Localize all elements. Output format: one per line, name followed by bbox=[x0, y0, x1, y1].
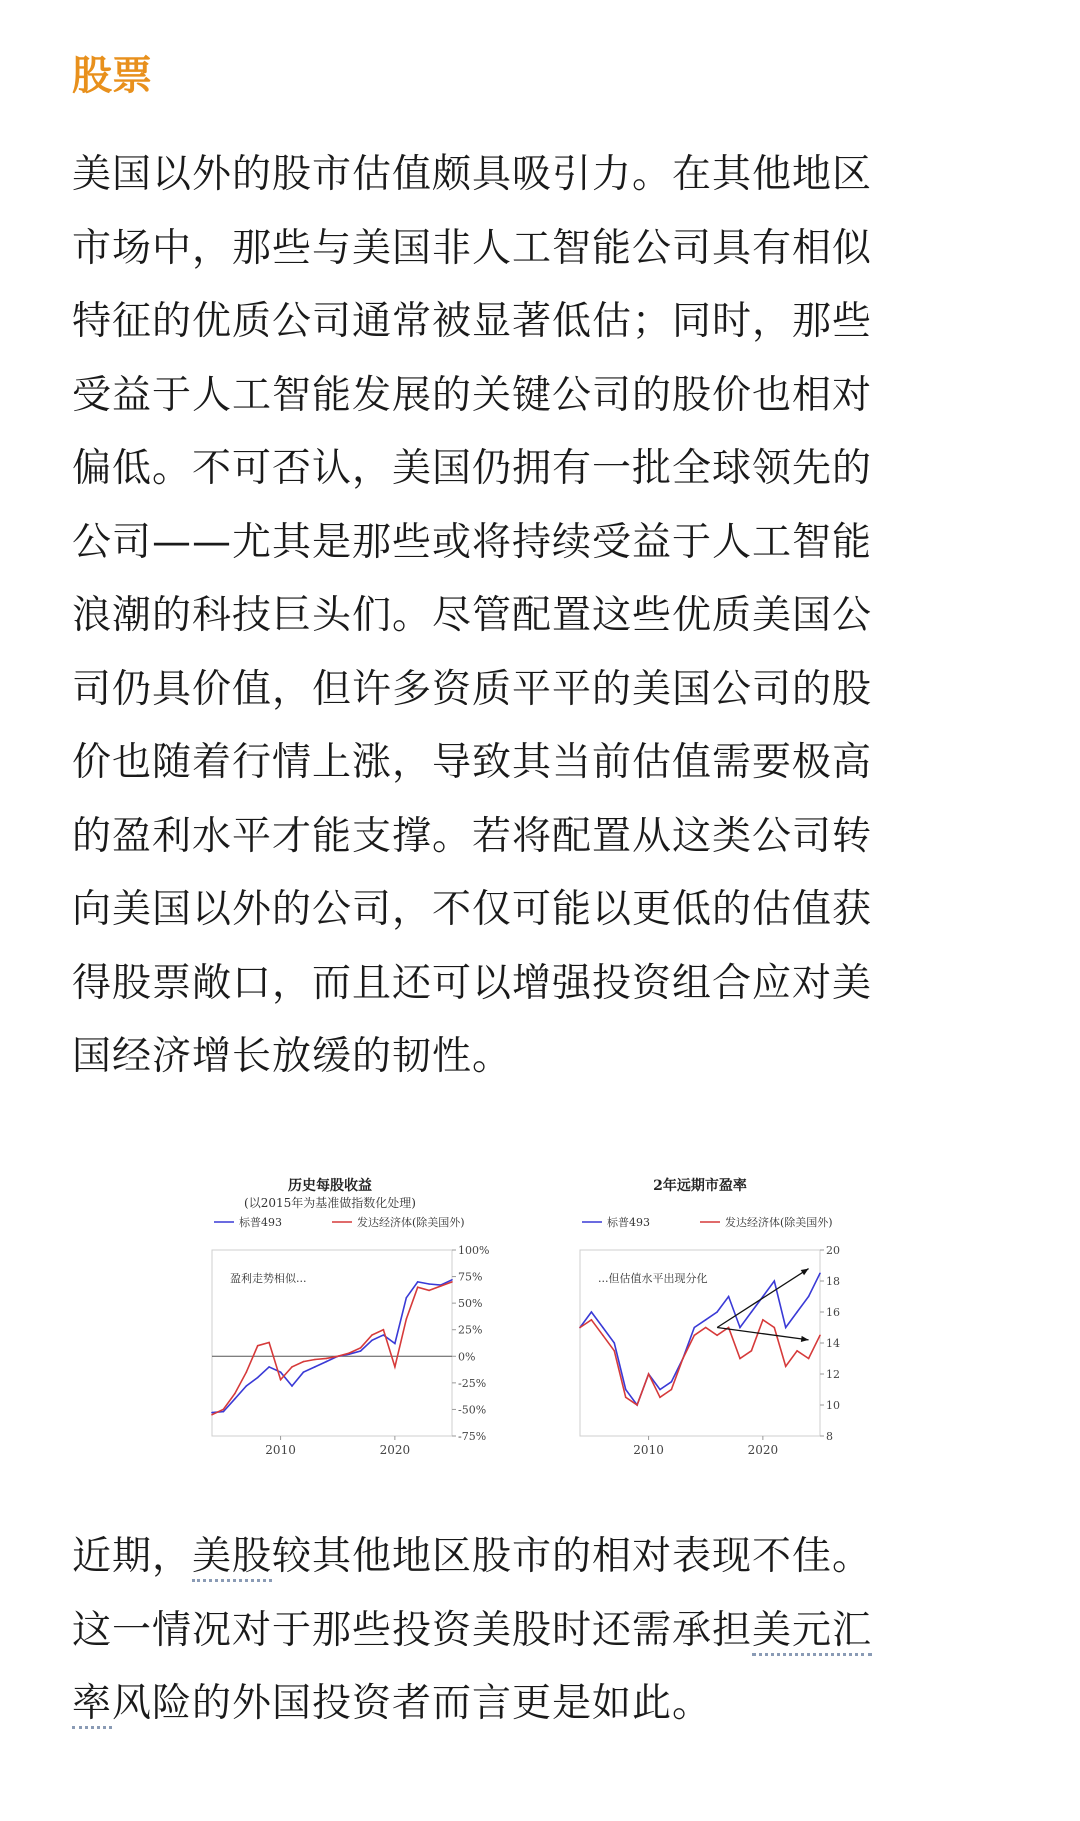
data-point bbox=[440, 1285, 442, 1287]
chart-title: 历史每股收益 bbox=[288, 1178, 372, 1194]
data-point bbox=[705, 1327, 707, 1329]
data-point bbox=[819, 1335, 821, 1337]
data-point bbox=[326, 1358, 328, 1360]
y-tick-label: 10 bbox=[826, 1399, 840, 1412]
data-point bbox=[774, 1327, 776, 1329]
y-tick-label: 100% bbox=[458, 1244, 490, 1257]
series-line bbox=[212, 1282, 452, 1415]
data-point bbox=[211, 1414, 213, 1416]
data-point bbox=[751, 1311, 753, 1313]
data-point bbox=[383, 1329, 385, 1331]
data-point bbox=[394, 1366, 396, 1368]
data-point bbox=[246, 1371, 248, 1373]
x-tick-label: 2020 bbox=[379, 1443, 411, 1457]
trend-arrow-head bbox=[801, 1269, 809, 1276]
data-point bbox=[739, 1358, 741, 1360]
paragraph-line: 得股票敞口，而且还可以增强投资组合应对美 bbox=[72, 960, 873, 1006]
data-point bbox=[211, 1412, 213, 1414]
data-point bbox=[348, 1352, 350, 1354]
data-point bbox=[671, 1381, 673, 1383]
data-point bbox=[716, 1311, 718, 1313]
data-point bbox=[602, 1335, 604, 1337]
legend-label: 标普493 bbox=[607, 1216, 650, 1229]
data-point bbox=[785, 1366, 787, 1368]
data-point bbox=[337, 1356, 339, 1358]
chart-annotation: 盈利走势相似... bbox=[230, 1272, 307, 1285]
data-point bbox=[785, 1327, 787, 1329]
data-point bbox=[303, 1361, 305, 1363]
data-point bbox=[223, 1409, 225, 1411]
series-line bbox=[580, 1273, 820, 1405]
data-point bbox=[682, 1358, 684, 1360]
paragraph-line bbox=[72, 1520, 972, 1594]
data-point bbox=[246, 1385, 248, 1387]
y-tick-label: 20 bbox=[826, 1244, 840, 1257]
x-tick-label: 2020 bbox=[747, 1443, 779, 1457]
data-point bbox=[819, 1273, 821, 1275]
x-tick-label: 2010 bbox=[265, 1443, 296, 1457]
data-point bbox=[268, 1366, 270, 1368]
data-point bbox=[428, 1283, 430, 1285]
data-point bbox=[728, 1296, 730, 1298]
text-span: 风险的外国投资者而言更是如此。 bbox=[112, 1681, 713, 1726]
y-tick-label: 0% bbox=[458, 1350, 476, 1364]
paragraph-line: 价也随着行情上涨，导致其当前估值需要极高 bbox=[72, 740, 873, 785]
data-point bbox=[326, 1361, 328, 1363]
data-point bbox=[591, 1311, 593, 1313]
chart-title: 2年远期市盈率 bbox=[653, 1178, 747, 1194]
y-tick-label: 16 bbox=[826, 1306, 840, 1319]
text-span: 这一情况对于那些投资美股时还需承担 bbox=[72, 1607, 753, 1653]
data-point bbox=[394, 1343, 396, 1345]
paragraph-line: 偏低。不可否认，美国仍拥有一批全球领先的 bbox=[72, 446, 873, 491]
y-tick-label: -50% bbox=[458, 1403, 487, 1417]
data-point bbox=[614, 1342, 616, 1344]
y-tick-label: -25% bbox=[458, 1376, 487, 1390]
legend-label: 发达经济体(除美国外) bbox=[357, 1216, 465, 1229]
paragraph-line bbox=[72, 1667, 972, 1741]
y-tick-label: 75% bbox=[458, 1270, 483, 1284]
data-point bbox=[314, 1366, 316, 1368]
paragraph-line: 美国以外的股市估值颇具吸引力。在其他地区 bbox=[72, 152, 873, 197]
paragraph-secondary bbox=[72, 1520, 972, 1741]
text-span: 较其他地区股市的相对表现不佳。 bbox=[272, 1534, 873, 1579]
paragraph-line: 向美国以外的公司，不仅可能以更低的估值获 bbox=[72, 887, 873, 932]
data-point bbox=[694, 1335, 696, 1337]
chart-annotation: ...但估值水平出现分化 bbox=[598, 1272, 708, 1285]
data-point bbox=[796, 1350, 798, 1352]
data-point bbox=[808, 1358, 810, 1360]
data-point bbox=[625, 1397, 627, 1399]
data-point bbox=[694, 1327, 696, 1329]
y-tick-label: 25% bbox=[458, 1323, 483, 1337]
paragraph-line: 受益于人工智能发展的关键公司的股价也相对 bbox=[72, 372, 873, 418]
data-point bbox=[280, 1371, 282, 1373]
y-tick-label: 18 bbox=[826, 1275, 840, 1288]
data-point bbox=[291, 1366, 293, 1368]
data-point bbox=[280, 1379, 282, 1381]
data-point bbox=[417, 1281, 419, 1283]
series-line bbox=[212, 1280, 452, 1413]
data-point bbox=[739, 1327, 741, 1329]
data-point bbox=[291, 1385, 293, 1387]
data-point bbox=[796, 1311, 798, 1313]
data-point bbox=[406, 1318, 408, 1320]
data-point bbox=[579, 1327, 581, 1329]
data-point bbox=[762, 1319, 764, 1321]
series-line bbox=[580, 1320, 820, 1405]
data-point bbox=[406, 1297, 408, 1299]
data-point bbox=[451, 1281, 453, 1283]
data-point bbox=[383, 1334, 385, 1336]
data-point bbox=[625, 1389, 627, 1391]
text-span: 近期， bbox=[72, 1534, 193, 1579]
legend-label: 发达经济体(除美国外) bbox=[725, 1216, 833, 1229]
trend-arrow-head bbox=[801, 1336, 809, 1342]
x-tick-label: 2010 bbox=[633, 1443, 664, 1457]
paragraph-line bbox=[72, 1594, 972, 1668]
data-point bbox=[671, 1389, 673, 1391]
data-point bbox=[360, 1350, 362, 1352]
data-point bbox=[257, 1345, 259, 1347]
charts-svg bbox=[200, 1160, 880, 1460]
paragraph-line: 司仍具价值，但许多资质平平的美国公司的股 bbox=[72, 666, 873, 712]
data-point bbox=[614, 1350, 616, 1352]
paragraph-line: 公司——尤其是那些或将持续受益于人工智能 bbox=[72, 519, 873, 565]
data-point bbox=[257, 1377, 259, 1379]
data-point bbox=[728, 1327, 730, 1329]
link-usd-fx-cont[interactable]: 率 bbox=[72, 1681, 112, 1729]
y-tick-label: 50% bbox=[458, 1297, 483, 1311]
y-tick-label: 8 bbox=[826, 1430, 833, 1443]
paragraph-line: 市场中，那些与美国非人工智能公司具有相似 bbox=[72, 225, 873, 271]
data-point bbox=[234, 1398, 236, 1400]
y-tick-label: 12 bbox=[826, 1368, 840, 1381]
data-point bbox=[602, 1327, 604, 1329]
paragraph-line: 浪潮的科技巨头们。尽管配置这些优质美国公 bbox=[72, 593, 873, 638]
link-us-stocks[interactable]: 美股 bbox=[192, 1534, 272, 1582]
paragraph-line: 特征的优质公司通常被显著低估；同时，那些 bbox=[72, 299, 873, 344]
charts-figure bbox=[200, 1160, 880, 1460]
data-point bbox=[223, 1411, 225, 1413]
data-point bbox=[659, 1389, 661, 1391]
y-tick-label: -75% bbox=[458, 1430, 487, 1443]
data-point bbox=[648, 1373, 650, 1375]
y-tick-label: 14 bbox=[826, 1337, 840, 1350]
data-point bbox=[234, 1393, 236, 1395]
data-point bbox=[268, 1342, 270, 1344]
data-point bbox=[705, 1319, 707, 1321]
data-point bbox=[659, 1397, 661, 1399]
data-point bbox=[314, 1359, 316, 1361]
data-point bbox=[371, 1340, 373, 1342]
paragraph-main bbox=[72, 138, 972, 1094]
paragraph-line: 国经济增长放缓的韧性。 bbox=[72, 1034, 513, 1079]
data-point bbox=[774, 1280, 776, 1282]
data-point bbox=[716, 1335, 718, 1337]
data-point bbox=[360, 1347, 362, 1349]
chart-subtitle: (以2015年为基准做指数化处理) bbox=[244, 1196, 416, 1210]
trend-arrow-line bbox=[717, 1269, 808, 1328]
data-point bbox=[428, 1290, 430, 1292]
paragraph-line: 的盈利水平才能支撑。若将配置从这类公司转 bbox=[72, 813, 873, 859]
data-point bbox=[303, 1371, 305, 1373]
data-point bbox=[451, 1279, 453, 1281]
link-usd-fx[interactable]: 美元汇 bbox=[752, 1608, 872, 1656]
data-point bbox=[751, 1350, 753, 1352]
data-point bbox=[371, 1334, 373, 1336]
data-point bbox=[808, 1296, 810, 1298]
section-heading: 股票 bbox=[72, 53, 152, 99]
data-point bbox=[591, 1319, 593, 1321]
data-point bbox=[417, 1286, 419, 1288]
legend-label: 标普493 bbox=[239, 1216, 282, 1229]
data-point bbox=[636, 1404, 638, 1406]
